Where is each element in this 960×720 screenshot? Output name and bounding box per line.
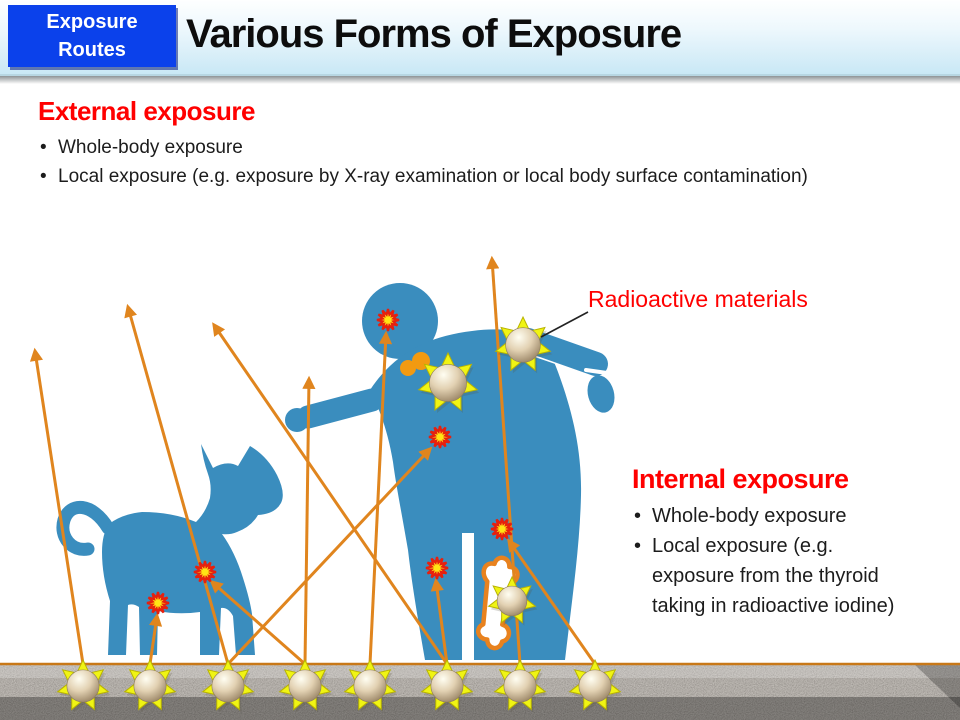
- source-sphere: [212, 670, 244, 702]
- exposure-routes-badge: [8, 5, 176, 67]
- source-sphere: [506, 328, 541, 363]
- radioactive-materials-label: Radioactive materials: [588, 286, 808, 312]
- header-shadow: [0, 76, 960, 84]
- external-heading: External exposure: [38, 96, 255, 126]
- pointer-line: [541, 312, 588, 337]
- person-left-hand: [285, 408, 309, 432]
- badge-line2: Routes: [58, 39, 126, 61]
- internal-bullet-1: • Whole-body exposure: [632, 501, 904, 531]
- page-title: Various Forms of Exposure: [186, 12, 682, 56]
- external-bullet-1: • Whole-body exposure: [38, 133, 948, 162]
- source-sphere: [289, 670, 321, 702]
- source-sphere: [497, 586, 527, 616]
- legs-gap: [462, 533, 474, 661]
- source-sphere: [429, 364, 466, 401]
- dog-body: [102, 444, 283, 655]
- external-bullet-list: [38, 133, 948, 192]
- person-body: [370, 329, 581, 660]
- external-exposure-section: [38, 96, 948, 192]
- source-sphere: [354, 670, 386, 702]
- source-sphere: [579, 670, 611, 702]
- internal-exposure-section: [632, 464, 932, 621]
- badge-line1: Exposure: [46, 11, 138, 33]
- dog-figure: [63, 444, 283, 655]
- person-left-arm: [308, 400, 372, 417]
- internal-bullet-list: [632, 501, 904, 621]
- internal-bullet-2: • Local exposure (e.g. exposure from the thyroid taking in radioactive iodine): [632, 531, 904, 621]
- label-pointer: [541, 312, 588, 337]
- source-sphere: [67, 670, 99, 702]
- source-sphere: [504, 670, 536, 702]
- source-sphere: [431, 670, 463, 702]
- external-bullet-2: • Local exposure (e.g. exposure by X-ray examination or local body surface contamination): [38, 162, 948, 191]
- person-figure: [285, 283, 618, 661]
- source-sphere: [134, 670, 166, 702]
- internal-heading: Internal exposure: [632, 464, 849, 494]
- person-right-hand: [584, 372, 619, 415]
- dog-tail: [63, 507, 108, 549]
